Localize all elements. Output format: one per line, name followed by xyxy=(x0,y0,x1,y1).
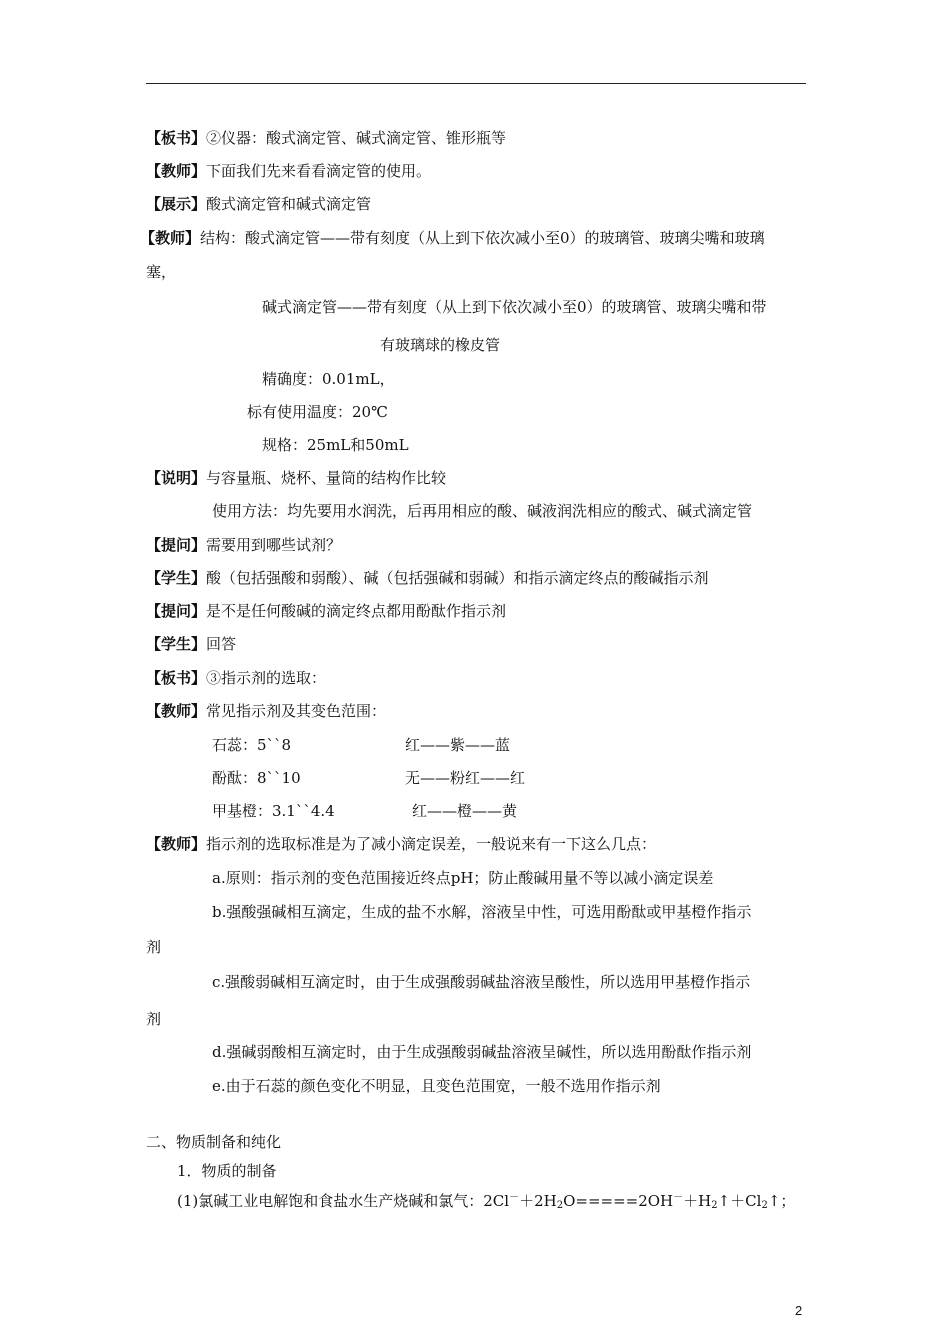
line-teacher-structure xyxy=(140,228,765,248)
eq-sub: 2 xyxy=(761,1200,768,1211)
eq-part: ↑＋Cl xyxy=(717,1192,762,1210)
text: 酸式滴定管和碱式滴定管 xyxy=(206,195,372,213)
line-base-burette: 碱式滴定管——带有刻度（从上到下依次减小至0）的玻璃管、玻璃尖嘴和带 xyxy=(262,298,767,316)
text: 结构：酸式滴定管——带有刻度（从上到下依次减小至0）的玻璃管、玻璃尖嘴和玻璃 xyxy=(200,229,765,247)
line-point-a: a.原则：指示剂的变色范围接近终点pH；防止酸碱用量不等以减小滴定误差 xyxy=(212,869,714,887)
tag: 【提问】 xyxy=(146,602,207,620)
eq-sub: 2 xyxy=(556,1200,564,1211)
line-student-answer xyxy=(146,568,709,588)
tag: 【说明】 xyxy=(146,469,207,487)
line-board-instruments xyxy=(146,128,506,148)
line-explain xyxy=(146,468,446,488)
line-point-b: b.强酸强碱相互滴定，生成的盐不水解，溶液呈中性，可选用酚酞或甲基橙作指示 xyxy=(212,903,752,921)
line-point-b-cont: 剂 xyxy=(146,938,162,956)
text: 下面我们先来看看滴定管的使用。 xyxy=(206,162,432,180)
tag: 【板书】 xyxy=(146,669,207,687)
eq-part: ＋2H xyxy=(519,1192,557,1210)
indicator-litmus-range: 石蕊：5``8 xyxy=(212,736,292,754)
text: 与容量瓶、烧杯、量筒的结构作比较 xyxy=(206,469,447,487)
line-spec: 规格：25mL和50mL xyxy=(262,436,409,454)
subsection-heading: 1．物质的制备 xyxy=(177,1162,277,1180)
tag: 【学生】 xyxy=(146,569,207,587)
text: 回答 xyxy=(206,635,237,653)
header-rule xyxy=(146,83,806,84)
eq-sup: － xyxy=(673,1192,684,1203)
text: 是不是任何酸碱的滴定终点都用酚酞作指示剂 xyxy=(206,602,507,620)
line-precision: 精确度：0.01mL， xyxy=(262,370,395,388)
tag: 【教师】 xyxy=(140,229,201,247)
tag: 【提问】 xyxy=(146,536,207,554)
line-usage: 使用方法：均先要用水润洗，后再用相应的酸、碱液润洗相应的酸式、碱式滴定管 xyxy=(212,502,753,520)
tag: 【教师】 xyxy=(146,162,207,180)
line-teacher-intro xyxy=(146,161,431,181)
indicator-phenol-range: 酚酞：8``10 xyxy=(212,769,301,787)
page-number: 2 xyxy=(795,1303,803,1318)
line-point-e: e.由于石蕊的颜色变化不明显，且变色范围宽，一般不选用作指示剂 xyxy=(212,1077,661,1095)
indicator-litmus-color: 红——紫——蓝 xyxy=(405,736,511,754)
line-structure-cont: 塞， xyxy=(146,263,177,281)
line-teacher-common xyxy=(146,701,386,721)
eq-part: ↑； xyxy=(767,1192,796,1210)
text: ③指示剂的选取： xyxy=(206,669,327,687)
indicator-methyl-range: 甲基橙：3.1``4.4 xyxy=(212,802,335,820)
line-base-burette-cont: 有玻璃球的橡皮管 xyxy=(380,336,501,354)
eq-sub: 2 xyxy=(711,1200,718,1211)
line-question-phenol xyxy=(146,601,506,621)
line-question-reagents xyxy=(146,535,341,555)
eq-part: (1)氯碱工业电解饱和食盐水生产烧碱和氯气：2Cl xyxy=(177,1192,510,1210)
line-temperature: 标有使用温度：20℃ xyxy=(247,403,388,421)
indicator-phenol-color: 无——粉红——红 xyxy=(405,769,526,787)
text: 指示剂的选取标准是为了减小滴定误差，一般说来有一下这么几点： xyxy=(206,835,657,853)
line-display xyxy=(146,194,371,214)
tag: 【学生】 xyxy=(146,635,207,653)
eq-sup: － xyxy=(509,1192,520,1203)
tag: 【板书】 xyxy=(146,129,207,147)
text: 酸（包括强酸和弱酸）、碱（包括强碱和弱碱）和指示滴定终点的酸碱指示剂 xyxy=(206,569,709,587)
line-chlor-alkali xyxy=(177,1188,795,1216)
indicator-methyl-color: 红——橙——黄 xyxy=(412,802,518,820)
line-point-c: c.强酸弱碱相互滴定时，由于生成强酸弱碱盐溶液呈酸性，所以选用甲基橙作指示 xyxy=(212,973,751,991)
eq-part: ＋H xyxy=(683,1192,712,1210)
text: ②仪器：酸式滴定管、碱式滴定管、锥形瓶等 xyxy=(206,129,507,147)
line-point-c-cont: 剂 xyxy=(146,1010,162,1028)
line-point-d: d.强碱弱酸相互滴定时，由于生成强酸弱碱盐溶液呈碱性，所以选用酚酞作指示剂 xyxy=(212,1043,752,1061)
tag: 【展示】 xyxy=(146,195,207,213)
tag: 【教师】 xyxy=(146,835,207,853)
tag: 【教师】 xyxy=(146,702,207,720)
text: 常见指示剂及其变色范围： xyxy=(206,702,387,720)
line-board-indicator xyxy=(146,668,326,688)
text: 需要用到哪些试剂？ xyxy=(206,536,342,554)
section-heading: 二、物质制备和纯化 xyxy=(146,1133,282,1151)
line-teacher-criteria xyxy=(146,834,656,854)
line-student-reply xyxy=(146,634,236,654)
eq-part: O=====2OH xyxy=(563,1192,674,1210)
